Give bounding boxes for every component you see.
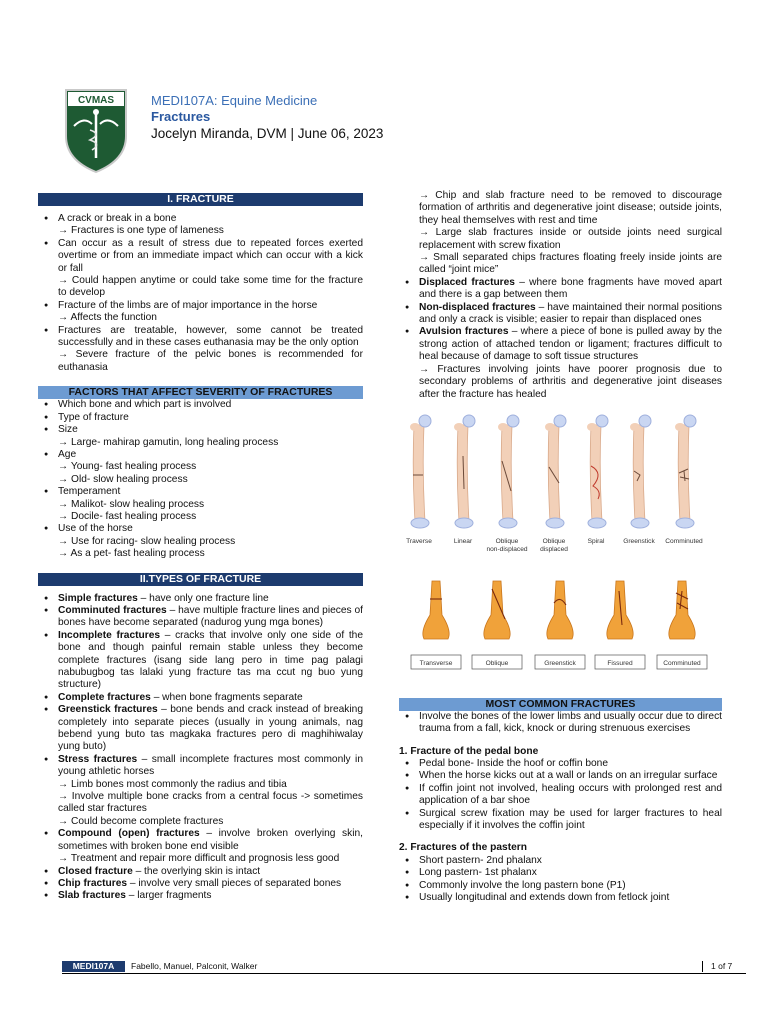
term: Complete fractures (58, 691, 151, 703)
term: Avulsion fractures (419, 326, 509, 338)
definition: – have multiple fracture lines and pieces of bones have become separated (nadurog yung mga bones) (58, 604, 364, 629)
bullet-item (38, 754, 363, 779)
types-continued-list (399, 190, 722, 401)
footer-authors: Fabello, Manuel, Palconit, Walker (131, 961, 258, 971)
section-header-factors: FACTORS THAT AFFECT SEVERITY OF FRACTURES (38, 386, 363, 399)
bullet-item: ● Size (38, 424, 363, 436)
bullet-item: ● Use of the horse (38, 523, 363, 535)
term: Chip fractures (58, 877, 128, 889)
bullet-item: ● Type of fracture (38, 412, 363, 424)
bullet-item (38, 828, 363, 853)
bullet-item (38, 630, 363, 692)
bullet-item (38, 878, 363, 890)
bullet-item: ● When the horse kicks out at a wall or lands on an irregular surface (399, 770, 722, 782)
pastern-heading: 2. Fractures of the pastern (399, 842, 527, 854)
sub-item: → Chip and slab fracture need to be removed to discourage formation of arthritis and degenerative joint disease; outside joints, they heal themselves with rest and time (419, 190, 722, 226)
sub-item: → Fractures involving joints have poorer prognosis due to secondary problems of arthritis and degenerative joint diseases after the fracture has healed (419, 363, 722, 400)
definition: – cracks that involve only one side of the bone and though painful remain stable unless they become complete fractures (isang side lang pero in time pag palagi nabubugbog tas lalaki yung fracture tas ma ccut ng buo yung structure) (58, 629, 363, 691)
bullet-item: ● Which bone and which part is involved (38, 399, 363, 411)
left-column (38, 193, 363, 903)
sub-item: → Young- fast healing process (58, 461, 197, 473)
common-intro-list (399, 711, 722, 736)
term: Displaced fractures (419, 276, 515, 288)
distal-bone-illustration (484, 581, 510, 639)
fracture-label-text: Oblique (485, 660, 509, 668)
label-oblique-nd: Oblique (495, 537, 519, 545)
bullet-item (399, 302, 722, 327)
svg-text:CVMAS: CVMAS (77, 95, 115, 106)
definition: – the overlying skin is intact (132, 865, 261, 877)
right-column (399, 190, 722, 904)
sub-item: → Large- mahirap gamutin, long healing process (58, 436, 279, 448)
bullet-item: ● If coffin joint not involved, healing occurs with prolonged rest and application of a bar shoe (399, 783, 722, 808)
sub-item: → Treatment and repair more difficult and prognosis less good (58, 853, 340, 865)
definition: – have only one fracture line (137, 592, 269, 604)
pastern-list (399, 855, 722, 905)
term: Stress fractures (58, 753, 138, 765)
bullet-item (399, 277, 722, 302)
bullet-item: ● Fractures are treatable, however, some cannot be treated successfully and in these cases euthanasia may be the only option (38, 325, 363, 350)
sub-item: → Could happen anytime or could take some time for the fracture to develop (58, 275, 363, 299)
distal-bone-illustration (669, 581, 695, 639)
definition: – involve very small pieces of separated bones (127, 877, 342, 889)
label-traverse: Traverse (406, 537, 432, 545)
definition: – small incomplete fractures most commonly in young athletic horses (58, 753, 363, 778)
bullet-item: ● Fracture of the limbs are of major importance in the horse (38, 300, 363, 312)
fracture-list (38, 213, 363, 374)
bullet-item: ● Temperament (38, 486, 363, 498)
bullet-item: ● A crack or break in a bone (38, 213, 363, 225)
long-bone-illustration (410, 415, 431, 528)
course-title: MEDI107A: Equine Medicine (151, 93, 318, 108)
fracture-types-distal-bone-diagram (399, 575, 722, 683)
bullet-item (38, 593, 363, 605)
author-line: Jocelyn Miranda, DVM | June 06, 2023 (151, 126, 384, 141)
definition: – larger fragments (125, 890, 212, 902)
definition: – where bone fragments have moved apart and there is a gap between them (419, 276, 722, 301)
bullet-item: ● Usually longitudinal and extends down from fetlock joint (399, 892, 722, 904)
bullet-item: ● Long pastern- 1st phalanx (399, 867, 722, 879)
footer-course: MEDI107A (62, 961, 125, 972)
common-intro: ● Involve the bones of the lower limbs and usually occur due to direct trauma from a fall, kick, knock or during strenuous exercises (399, 711, 722, 736)
definition: – involve broken overlying skin, sometimes with broken bone end visible (58, 828, 363, 852)
bullet-item (38, 866, 363, 878)
fracture-types-long-bone-diagram (399, 411, 722, 559)
sub-item: → Involve multiple bone cracks from a central focus -> sometimes called star fractures (58, 791, 363, 815)
term: Compound (open) fractures (58, 828, 200, 840)
sub-item: → Affects the function (58, 312, 157, 324)
term: Simple fractures (58, 592, 138, 604)
section-header-fracture: I. FRACTURE (38, 193, 363, 206)
bullet-item: ● Short pastern- 2nd phalanx (399, 855, 722, 867)
sub-item: → Severe fracture of the pelvic bones is recommended for euthanasia (58, 349, 363, 373)
sub-item: → Use for racing- slow healing process (58, 535, 236, 547)
definition: – have maintained their normal positions and only a crack is visible; easier to repair than displaced ones (419, 301, 722, 326)
long-bone-illustration (587, 415, 608, 528)
fracture-label-text: Fissured (607, 660, 633, 668)
label-non-displaced: non-displaced (486, 545, 528, 553)
footer-rule (62, 973, 746, 974)
distal-bone-illustration (423, 581, 449, 639)
term: Comminuted fractures (58, 604, 167, 616)
fracture-label-text: Transverse (419, 660, 453, 668)
definition: – when bone fragments separate (150, 691, 303, 703)
label-displaced: displaced (540, 545, 568, 553)
sub-item: → Fractures is one type of lameness (58, 225, 224, 237)
bullet-item: ● Pedal bone- Inside the hoof or coffin bone (399, 758, 722, 770)
term: Greenstick fractures (58, 704, 158, 716)
sub-item: → Malikot- slow healing process (58, 498, 205, 510)
section-header-common: MOST COMMON FRACTURES (399, 698, 722, 711)
label-comminuted: Comminuted (665, 537, 703, 545)
cvmas-logo (62, 86, 130, 174)
term: Closed fracture (58, 865, 133, 877)
term: Non-displaced fractures (419, 301, 536, 313)
bullet-item: ● Commonly involve the long pastern bone (P1) (399, 880, 722, 892)
distal-bone-illustration (607, 581, 633, 639)
types-list (38, 593, 363, 903)
sub-item: → Large slab fractures inside or outside joints need surgical replacement with screw fixation (419, 227, 722, 251)
bullet-item (399, 326, 722, 363)
sub-item: → Limb bones most commonly the radius and tibia (58, 778, 287, 790)
bullet-item (38, 605, 363, 630)
pedal-bone-list (399, 758, 722, 832)
fracture-label-text: Greenstick (544, 660, 576, 668)
bullet-item: ● Surgical screw fixation may be used for larger fractures to heal especially if it involves the coffin joint (399, 808, 722, 833)
long-bone-illustration (675, 415, 696, 528)
sub-item: → Old- slow healing process (58, 473, 188, 485)
label-spiral: Spiral (587, 537, 605, 545)
page-number: 1 of 7 (702, 961, 732, 972)
factors-list (38, 399, 363, 560)
label-linear: Linear (453, 537, 473, 545)
long-bone-illustration (545, 415, 566, 528)
fracture-label-text: Comminuted (663, 660, 701, 668)
sub-item: → Docile- fast healing process (58, 510, 197, 522)
label-oblique-d: Oblique (542, 537, 566, 545)
long-bone-illustration (630, 415, 651, 528)
label-greenstick: Greenstick (623, 537, 655, 545)
term: Slab fractures (58, 890, 126, 902)
term: Incomplete fractures (58, 629, 161, 641)
topic-title: Fractures (151, 109, 211, 124)
bullet-item (38, 704, 363, 754)
long-bone-illustration (454, 415, 475, 528)
bullet-item: ● Age (38, 449, 363, 461)
distal-bone-illustration (547, 581, 573, 639)
pedal-bone-heading: 1. Fracture of the pedal bone (399, 745, 539, 757)
section-header-types: II.TYPES OF FRACTURE (38, 573, 363, 586)
sub-item: → As a pet- fast healing process (58, 548, 205, 560)
bullet-item (38, 890, 363, 902)
bullet-item: ● Can occur as a result of stress due to repeated forces exerted overtime or from an immediate impact which can occur with a kick or fall (38, 238, 363, 275)
definition: – where a piece of bone is pulled away by the strong action of attached tendon or ligament; fractures difficult to heal because of damage to soft tissue structures (419, 326, 722, 363)
long-bone-illustration (498, 415, 519, 528)
bullet-item (38, 692, 363, 704)
sub-item: → Could become complete fractures (58, 815, 224, 827)
definition: – bone bends and crack instead of breaking completely into separate pieces (usually in young animals, nag bebend yung buto tas magkaka fractures pero di maghihiwalay yung buto) (58, 704, 363, 753)
sub-item: → Small separated chips fractures floating freely inside joints are called “joint mice” (419, 252, 722, 276)
